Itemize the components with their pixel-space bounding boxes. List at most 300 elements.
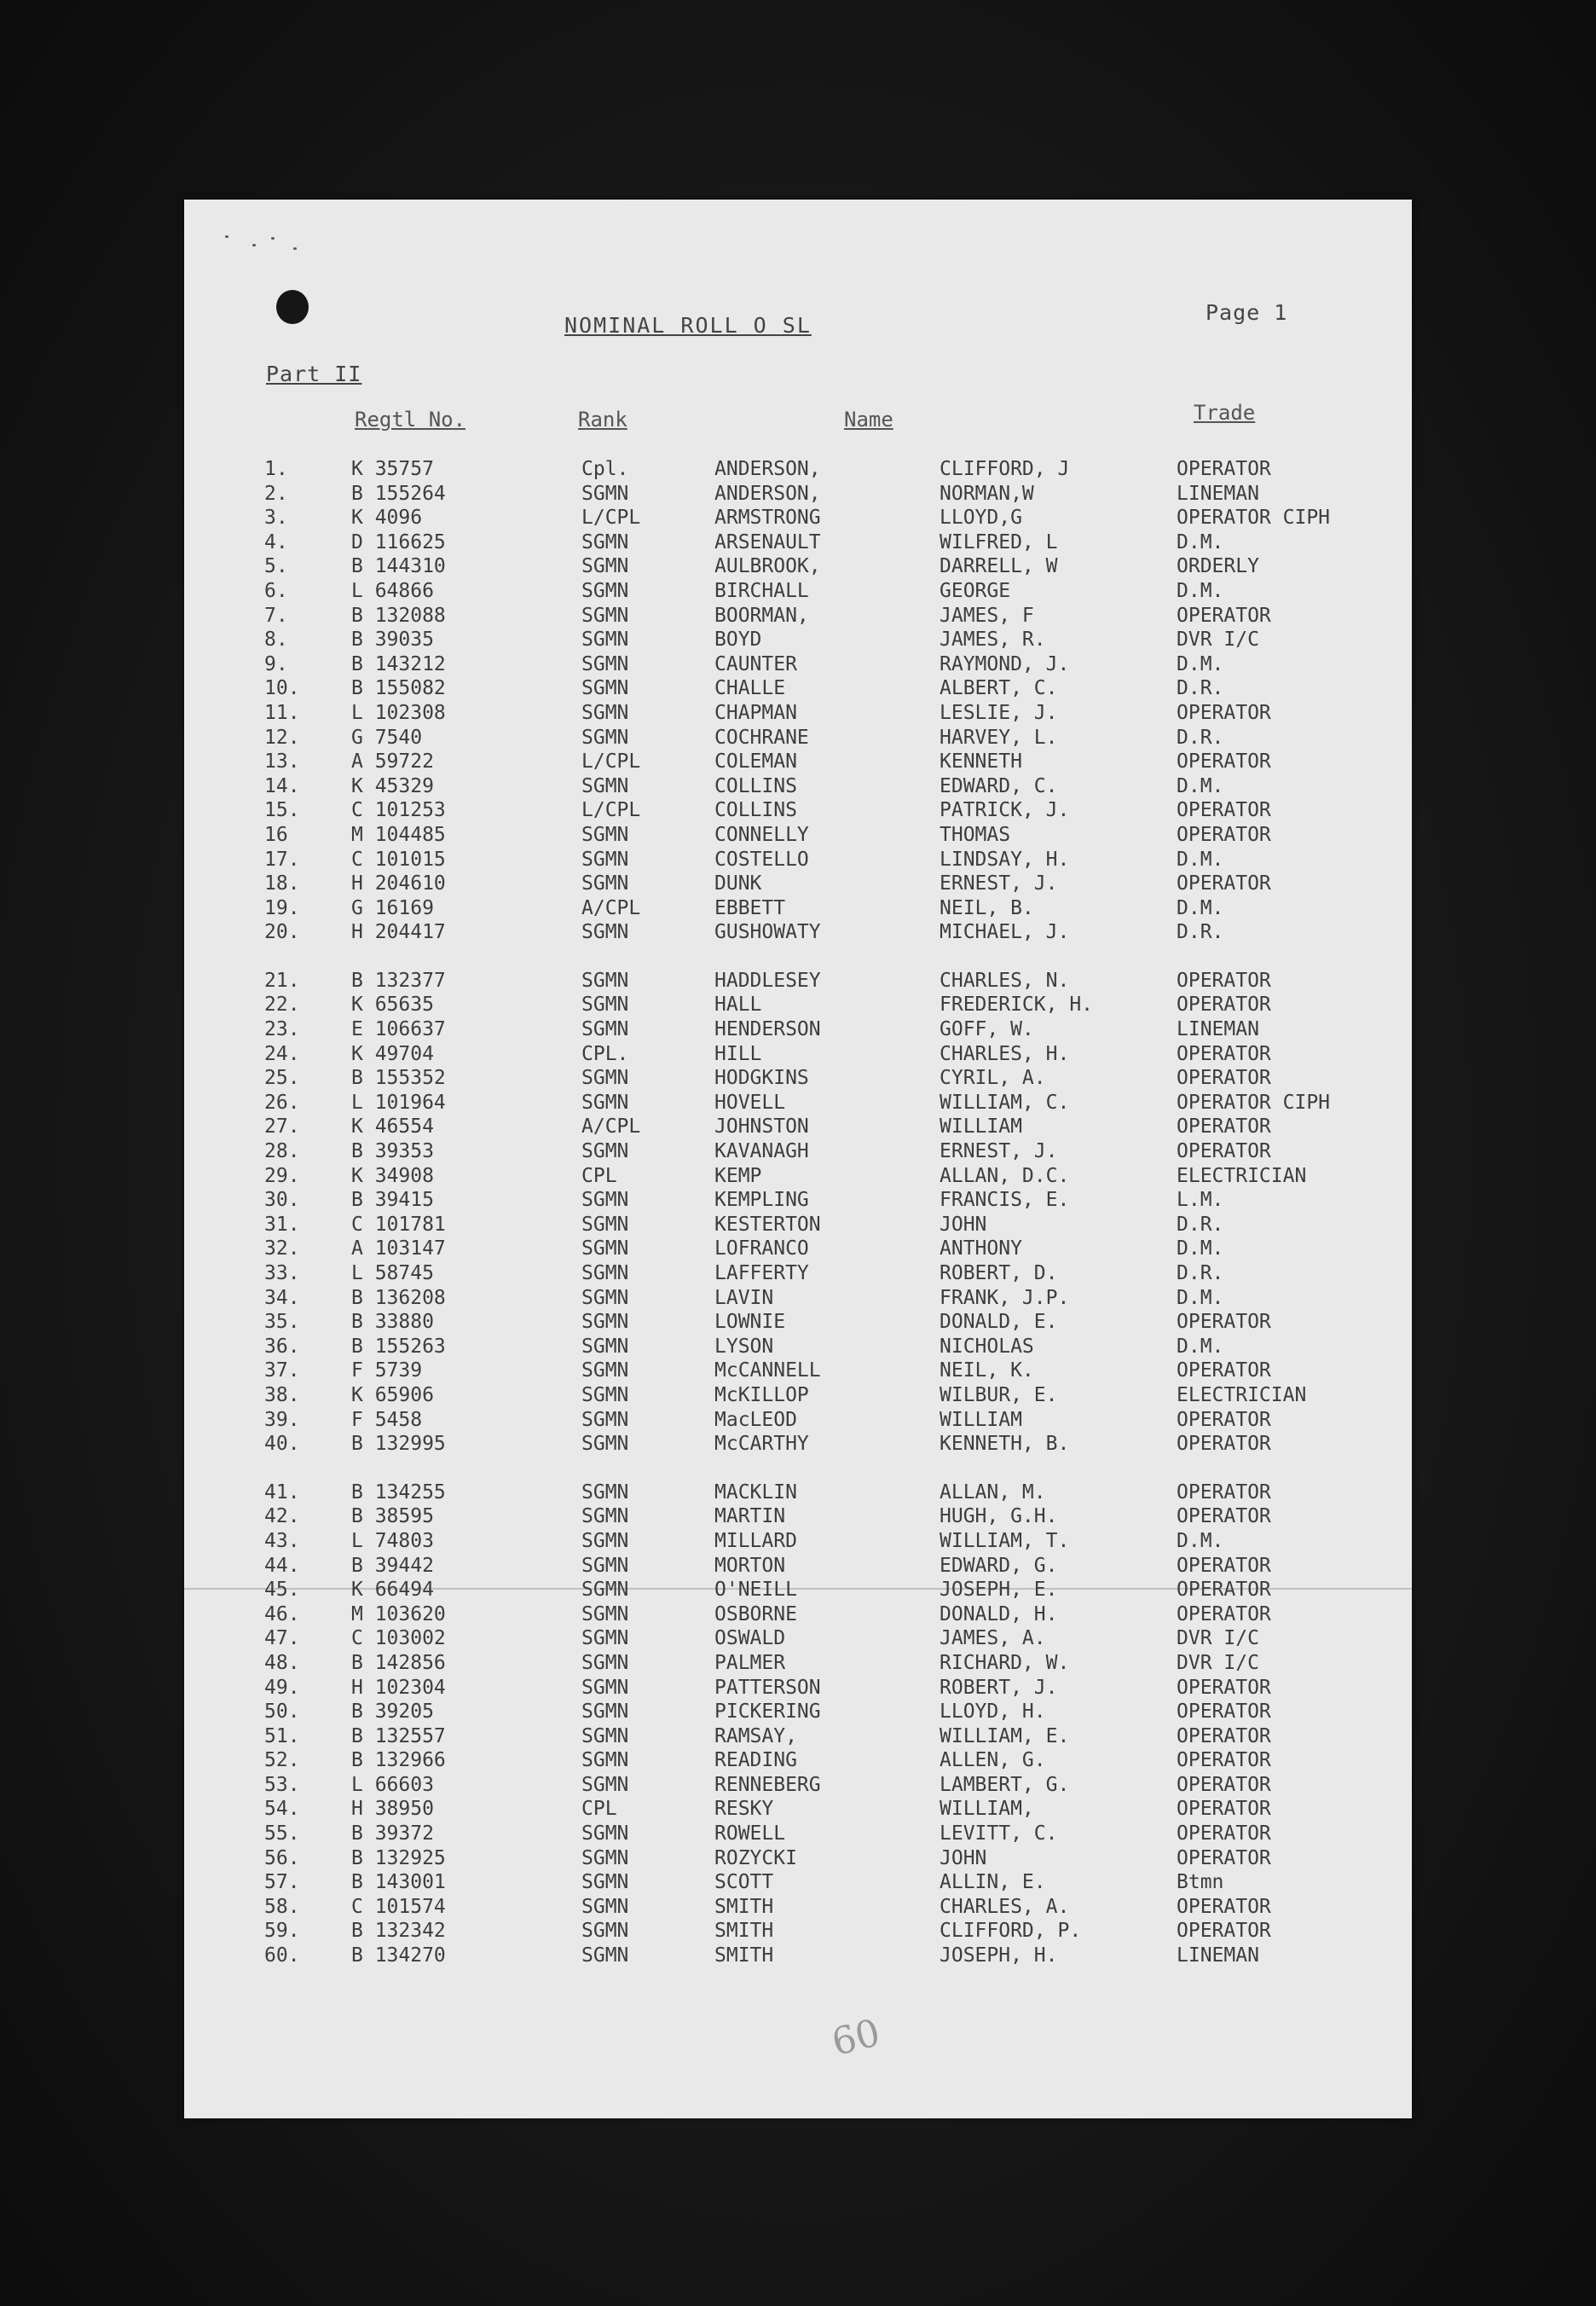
rank: SGMN xyxy=(581,1871,629,1894)
rank: SGMN xyxy=(581,1383,629,1406)
regimental-number: E 106637 xyxy=(351,1018,446,1041)
regimental-number: B 132995 xyxy=(351,1433,446,1456)
table-row xyxy=(184,1578,1412,1602)
rank: SGMN xyxy=(581,1895,629,1918)
regimental-number: F 5458 xyxy=(351,1408,423,1431)
regimental-number: D 116625 xyxy=(351,530,446,553)
trade: OPERATOR xyxy=(1177,1920,1271,1943)
given-name: JAMES, R. xyxy=(940,629,1046,652)
entry-number: 48. xyxy=(264,1651,300,1674)
regimental-number: K 34908 xyxy=(351,1164,434,1187)
table-row xyxy=(184,1335,1412,1359)
entry-number: 60. xyxy=(264,1944,300,1967)
entry-number: 55. xyxy=(264,1822,300,1845)
given-name: HARVEY, L. xyxy=(940,726,1058,749)
table-row xyxy=(184,482,1412,507)
entry-number: 10. xyxy=(264,677,300,700)
regimental-number: G 7540 xyxy=(351,726,423,749)
trade: OPERATOR xyxy=(1177,1554,1271,1577)
entry-number: 9. xyxy=(264,652,288,675)
table-row xyxy=(184,920,1412,945)
regimental-number: B 142856 xyxy=(351,1651,446,1674)
trade: D.R. xyxy=(1177,921,1224,944)
surname: MacLEOD xyxy=(714,1408,797,1431)
rank: SGMN xyxy=(581,1311,629,1334)
trade: D.M. xyxy=(1177,848,1224,871)
table-row xyxy=(184,1700,1412,1724)
entry-number: 45. xyxy=(264,1579,300,1602)
rank: A/CPL xyxy=(581,896,641,919)
trade: ELECTRICIAN xyxy=(1177,1383,1307,1406)
given-name: ALBERT, C. xyxy=(940,677,1058,700)
trade: OPERATOR xyxy=(1177,1798,1271,1821)
table-row xyxy=(184,823,1412,848)
rank: SGMN xyxy=(581,1018,629,1041)
table-row xyxy=(184,1846,1412,1871)
rank: L/CPL xyxy=(581,507,641,530)
regimental-number: B 132925 xyxy=(351,1846,446,1869)
entry-number: 18. xyxy=(264,872,300,895)
surname: RENNEBERG xyxy=(714,1773,821,1796)
rank: SGMN xyxy=(581,1579,629,1602)
entry-number: 39. xyxy=(264,1408,300,1431)
rank: SGMN xyxy=(581,1262,629,1284)
entry-number: 1. xyxy=(264,458,288,480)
surname: ROWELL xyxy=(714,1822,786,1845)
trade: Btmn xyxy=(1177,1871,1224,1894)
given-name: LEVITT, C. xyxy=(940,1822,1058,1845)
given-name: DONALD, E. xyxy=(940,1311,1058,1334)
regimental-number: B 33880 xyxy=(351,1311,434,1334)
table-row xyxy=(184,1261,1412,1286)
trade: L.M. xyxy=(1177,1189,1224,1212)
regimental-number: K 4096 xyxy=(351,507,423,530)
regimental-number: K 66494 xyxy=(351,1579,434,1602)
rank: SGMN xyxy=(581,1359,629,1382)
regimental-number: H 38950 xyxy=(351,1798,434,1821)
table-row xyxy=(184,1213,1412,1237)
trade: OPERATOR xyxy=(1177,1822,1271,1845)
rank: SGMN xyxy=(581,1433,629,1456)
surname: KEMP xyxy=(714,1164,762,1187)
table-row xyxy=(184,530,1412,555)
given-name: ERNEST, J. xyxy=(940,872,1058,895)
table-row xyxy=(184,1115,1412,1139)
table-row xyxy=(184,1724,1412,1749)
table-row xyxy=(184,1626,1412,1651)
given-name: ALLEN, G. xyxy=(940,1749,1046,1772)
given-name: GEORGE xyxy=(940,579,1011,602)
regimental-number: B 134270 xyxy=(351,1944,446,1967)
table-row xyxy=(184,1359,1412,1383)
trade: D.M. xyxy=(1177,1529,1224,1552)
table-row xyxy=(184,726,1412,750)
surname: KAVANAGH xyxy=(714,1140,809,1163)
surname: CHAPMAN xyxy=(714,701,797,724)
surname: ARSENAULT xyxy=(714,530,821,553)
trade: LINEMAN xyxy=(1177,1018,1259,1041)
regimental-number: L 64866 xyxy=(351,579,434,602)
rank: SGMN xyxy=(581,1822,629,1845)
rank: SGMN xyxy=(581,482,629,505)
entry-number: 27. xyxy=(264,1115,300,1139)
surname: SMITH xyxy=(714,1944,774,1967)
table-row xyxy=(184,969,1412,994)
table-row xyxy=(184,1139,1412,1164)
regimental-number: B 39353 xyxy=(351,1140,434,1163)
rank: SGMN xyxy=(581,1408,629,1431)
entry-number: 21. xyxy=(264,969,300,992)
given-name: PATRICK, J. xyxy=(940,799,1070,822)
trade: D.M. xyxy=(1177,774,1224,797)
table-row xyxy=(184,1822,1412,1846)
surname: MACKLIN xyxy=(714,1480,797,1504)
surname: LOWNIE xyxy=(714,1311,786,1334)
surname: ANDERSON, xyxy=(714,482,821,505)
given-name: WILLIAM, xyxy=(940,1798,1034,1821)
entry-number: 28. xyxy=(264,1140,300,1163)
given-name: KENNETH xyxy=(940,750,1022,773)
regimental-number: M 103620 xyxy=(351,1602,446,1625)
rank: SGMN xyxy=(581,1286,629,1309)
surname: COCHRANE xyxy=(714,726,809,749)
table-row xyxy=(184,1554,1412,1579)
trade: OPERATOR xyxy=(1177,1359,1271,1382)
trade: OPERATOR xyxy=(1177,1311,1271,1334)
given-name: CLIFFORD, P. xyxy=(940,1920,1082,1943)
entry-number: 16 xyxy=(264,823,288,846)
trade: D.M. xyxy=(1177,896,1224,919)
table-row xyxy=(184,774,1412,799)
rank: SGMN xyxy=(581,994,629,1017)
rank: SGMN xyxy=(581,1237,629,1260)
regimental-number: A 103147 xyxy=(351,1237,446,1260)
entry-number: 56. xyxy=(264,1846,300,1869)
surname: ARMSTRONG xyxy=(714,507,821,530)
pencil-annotation: 60 xyxy=(827,2010,885,2066)
surname: MILLARD xyxy=(714,1529,797,1552)
surname: EBBETT xyxy=(714,896,786,919)
regimental-number: B 38595 xyxy=(351,1505,434,1528)
surname: BOORMAN, xyxy=(714,604,809,627)
entry-number: 25. xyxy=(264,1067,300,1090)
surname: McCARTHY xyxy=(714,1433,809,1456)
regimental-number: L 101964 xyxy=(351,1091,446,1114)
surname: ANDERSON, xyxy=(714,458,821,480)
given-name: THOMAS xyxy=(940,823,1011,846)
regimental-number: C 101015 xyxy=(351,848,446,871)
trade: OPERATOR xyxy=(1177,1701,1271,1724)
trade: D.R. xyxy=(1177,1213,1224,1236)
given-name: WILLIAM, T. xyxy=(940,1529,1070,1552)
regimental-number: B 144310 xyxy=(351,555,446,578)
rank: SGMN xyxy=(581,1651,629,1674)
given-name: LINDSAY, H. xyxy=(940,848,1070,871)
table-row xyxy=(184,1797,1412,1822)
trade: DVR I/C xyxy=(1177,1651,1259,1674)
entry-number: 34. xyxy=(264,1286,300,1309)
regimental-number: A 59722 xyxy=(351,750,434,773)
table-row xyxy=(184,1042,1412,1067)
regimental-number: C 101781 xyxy=(351,1213,446,1236)
rank: SGMN xyxy=(581,1944,629,1967)
surname: CONNELLY xyxy=(714,823,809,846)
regimental-number: B 132088 xyxy=(351,604,446,627)
rank: SGMN xyxy=(581,1505,629,1528)
entry-number: 50. xyxy=(264,1701,300,1724)
surname: HALL xyxy=(714,994,762,1017)
regimental-number: H 204610 xyxy=(351,872,446,895)
trade: OPERATOR xyxy=(1177,1724,1271,1747)
regimental-number: G 16169 xyxy=(351,896,434,919)
table-row xyxy=(184,1188,1412,1213)
surname: PATTERSON xyxy=(714,1676,821,1699)
given-name: CHARLES, N. xyxy=(940,969,1070,992)
surname: DUNK xyxy=(714,872,762,895)
table-row xyxy=(184,1651,1412,1676)
nominal-roll-table xyxy=(184,457,1412,1968)
rank: SGMN xyxy=(581,1140,629,1163)
roll-group xyxy=(184,457,1412,945)
given-name: NORMAN,W xyxy=(940,482,1034,505)
trade: OPERATOR xyxy=(1177,799,1271,822)
given-name: WILLIAM xyxy=(940,1115,1022,1139)
rank: SGMN xyxy=(581,872,629,895)
regimental-number: B 132966 xyxy=(351,1749,446,1772)
entry-number: 49. xyxy=(264,1676,300,1699)
regimental-number: B 134255 xyxy=(351,1480,446,1504)
rank: SGMN xyxy=(581,579,629,602)
entry-number: 41. xyxy=(264,1480,300,1504)
given-name: LAMBERT, G. xyxy=(940,1773,1070,1796)
entry-number: 47. xyxy=(264,1627,300,1650)
regimental-number: M 104485 xyxy=(351,823,446,846)
entry-number: 44. xyxy=(264,1554,300,1577)
table-row xyxy=(184,750,1412,774)
given-name: HUGH, G.H. xyxy=(940,1505,1058,1528)
given-name: NEIL, B. xyxy=(940,896,1034,919)
entry-number: 13. xyxy=(264,750,300,773)
surname: READING xyxy=(714,1749,797,1772)
table-row xyxy=(184,1017,1412,1042)
given-name: DONALD, H. xyxy=(940,1602,1058,1625)
surname: LOFRANCO xyxy=(714,1237,809,1260)
trade: OPERATOR xyxy=(1177,701,1271,724)
given-name: NEIL, K. xyxy=(940,1359,1034,1382)
given-name: DARRELL, W xyxy=(940,555,1058,578)
regimental-number: C 101253 xyxy=(351,799,446,822)
rank: SGMN xyxy=(581,652,629,675)
entry-number: 42. xyxy=(264,1505,300,1528)
trade: OPERATOR CIPH xyxy=(1177,507,1331,530)
surname: RAMSAY, xyxy=(714,1724,797,1747)
rank: SGMN xyxy=(581,848,629,871)
given-name: FRANK, J.P. xyxy=(940,1286,1070,1309)
given-name: NICHOLAS xyxy=(940,1335,1034,1358)
rank: CPL xyxy=(581,1798,617,1821)
rank: A/CPL xyxy=(581,1115,641,1139)
trade: ELECTRICIAN xyxy=(1177,1164,1307,1187)
table-row xyxy=(184,1066,1412,1091)
regimental-number: F 5739 xyxy=(351,1359,423,1382)
table-row xyxy=(184,554,1412,579)
surname: MARTIN xyxy=(714,1505,786,1528)
given-name: FRANCIS, E. xyxy=(940,1189,1070,1212)
surname: JOHNSTON xyxy=(714,1115,809,1139)
given-name: ALLAN, M. xyxy=(940,1480,1046,1504)
trade: DVR I/C xyxy=(1177,1627,1259,1650)
surname: RESKY xyxy=(714,1798,774,1821)
paper-specks xyxy=(218,232,321,266)
table-row xyxy=(184,1237,1412,1261)
rank: L/CPL xyxy=(581,799,641,822)
trade: OPERATOR xyxy=(1177,1115,1271,1139)
trade: OPERATOR xyxy=(1177,1773,1271,1796)
surname: PALMER xyxy=(714,1651,786,1674)
given-name: CHARLES, H. xyxy=(940,1042,1070,1065)
rank: CPL. xyxy=(581,1042,629,1065)
table-row xyxy=(184,1164,1412,1189)
table-row xyxy=(184,676,1412,701)
regimental-number: B 39035 xyxy=(351,629,434,652)
table-row xyxy=(184,872,1412,896)
surname: LAFFERTY xyxy=(714,1262,809,1284)
table-row xyxy=(184,604,1412,629)
regimental-number: C 101574 xyxy=(351,1895,446,1918)
trade: D.M. xyxy=(1177,1237,1224,1260)
table-row xyxy=(184,579,1412,604)
surname: COLEMAN xyxy=(714,750,797,773)
rank: SGMN xyxy=(581,969,629,992)
surname: BOYD xyxy=(714,629,762,652)
entry-number: 36. xyxy=(264,1335,300,1358)
regimental-number: L 66603 xyxy=(351,1773,434,1796)
regimental-number: B 155263 xyxy=(351,1335,446,1358)
given-name: ALLIN, E. xyxy=(940,1871,1046,1894)
rank: Cpl. xyxy=(581,458,629,480)
surname: HENDERSON xyxy=(714,1018,821,1041)
given-name: ROBERT, D. xyxy=(940,1262,1058,1284)
given-name: JOHN xyxy=(940,1213,987,1236)
surname: HILL xyxy=(714,1042,762,1065)
regimental-number: B 155264 xyxy=(351,482,446,505)
regimental-number: B 143001 xyxy=(351,1871,446,1894)
rank: SGMN xyxy=(581,1091,629,1114)
surname: BIRCHALL xyxy=(714,579,809,602)
trade: D.M. xyxy=(1177,652,1224,675)
table-row xyxy=(184,1310,1412,1335)
table-row xyxy=(184,1091,1412,1115)
given-name: GOFF, W. xyxy=(940,1018,1034,1041)
given-name: ERNEST, J. xyxy=(940,1140,1058,1163)
given-name: MICHAEL, J. xyxy=(940,921,1070,944)
entry-number: 11. xyxy=(264,701,300,724)
surname: LAVIN xyxy=(714,1286,774,1309)
entry-number: 43. xyxy=(264,1529,300,1552)
entry-number: 23. xyxy=(264,1018,300,1041)
given-name: JAMES, A. xyxy=(940,1627,1046,1650)
regimental-number: K 65635 xyxy=(351,994,434,1017)
entry-number: 20. xyxy=(264,921,300,944)
rank: SGMN xyxy=(581,530,629,553)
rank: SGMN xyxy=(581,629,629,652)
given-name: EDWARD, C. xyxy=(940,774,1058,797)
surname: HOVELL xyxy=(714,1091,786,1114)
entry-number: 35. xyxy=(264,1311,300,1334)
entry-number: 59. xyxy=(264,1920,300,1943)
regimental-number: B 143212 xyxy=(351,652,446,675)
surname: COLLINS xyxy=(714,799,797,822)
trade: OPERATOR xyxy=(1177,1140,1271,1163)
surname: KEMPLING xyxy=(714,1189,809,1212)
rank: SGMN xyxy=(581,604,629,627)
given-name: LLOYD, H. xyxy=(940,1701,1046,1724)
given-name: ROBERT, J. xyxy=(940,1676,1058,1699)
given-name: FREDERICK, H. xyxy=(940,994,1094,1017)
given-name: RICHARD, W. xyxy=(940,1651,1070,1674)
given-name: LESLIE, J. xyxy=(940,701,1058,724)
surname: KESTERTON xyxy=(714,1213,821,1236)
column-header-rank: Rank xyxy=(578,408,627,432)
given-name: WILLIAM xyxy=(940,1408,1022,1431)
rank: SGMN xyxy=(581,1602,629,1625)
entry-number: 4. xyxy=(264,530,288,553)
trade: OPERATOR xyxy=(1177,1480,1271,1504)
trade: OPERATOR xyxy=(1177,1579,1271,1602)
given-name: ALLAN, D.C. xyxy=(940,1164,1070,1187)
surname: CHALLE xyxy=(714,677,786,700)
table-row xyxy=(184,1919,1412,1944)
trade: OPERATOR CIPH xyxy=(1177,1091,1331,1114)
document-page xyxy=(184,200,1412,2118)
rank: SGMN xyxy=(581,1067,629,1090)
table-row xyxy=(184,652,1412,677)
surname: OSBORNE xyxy=(714,1602,797,1625)
surname: SCOTT xyxy=(714,1871,774,1894)
given-name: JOSEPH, E. xyxy=(940,1579,1058,1602)
rank: SGMN xyxy=(581,701,629,724)
entry-number: 54. xyxy=(264,1798,300,1821)
rank: SGMN xyxy=(581,1701,629,1724)
entry-number: 8. xyxy=(264,629,288,652)
rank: SGMN xyxy=(581,1773,629,1796)
table-row xyxy=(184,1286,1412,1311)
regimental-number: B 155352 xyxy=(351,1067,446,1090)
surname: O'NEILL xyxy=(714,1579,797,1602)
trade: OPERATOR xyxy=(1177,750,1271,773)
trade: OPERATOR xyxy=(1177,1846,1271,1869)
entry-number: 37. xyxy=(264,1359,300,1382)
trade: D.M. xyxy=(1177,1286,1224,1309)
given-name: JOSEPH, H. xyxy=(940,1944,1058,1967)
entry-number: 58. xyxy=(264,1895,300,1918)
trade: D.R. xyxy=(1177,1262,1224,1284)
given-name: WILFRED, L xyxy=(940,530,1058,553)
regimental-number: B 132377 xyxy=(351,969,446,992)
trade: D.M. xyxy=(1177,530,1224,553)
table-row xyxy=(184,896,1412,921)
trade: D.M. xyxy=(1177,1335,1224,1358)
given-name: JAMES, F xyxy=(940,604,1034,627)
given-name: RAYMOND, J. xyxy=(940,652,1070,675)
table-row xyxy=(184,1504,1412,1529)
trade: D.R. xyxy=(1177,726,1224,749)
rank: L/CPL xyxy=(581,750,641,773)
entry-number: 12. xyxy=(264,726,300,749)
surname: MORTON xyxy=(714,1554,786,1577)
trade: OPERATOR xyxy=(1177,1505,1271,1528)
table-row xyxy=(184,1676,1412,1701)
